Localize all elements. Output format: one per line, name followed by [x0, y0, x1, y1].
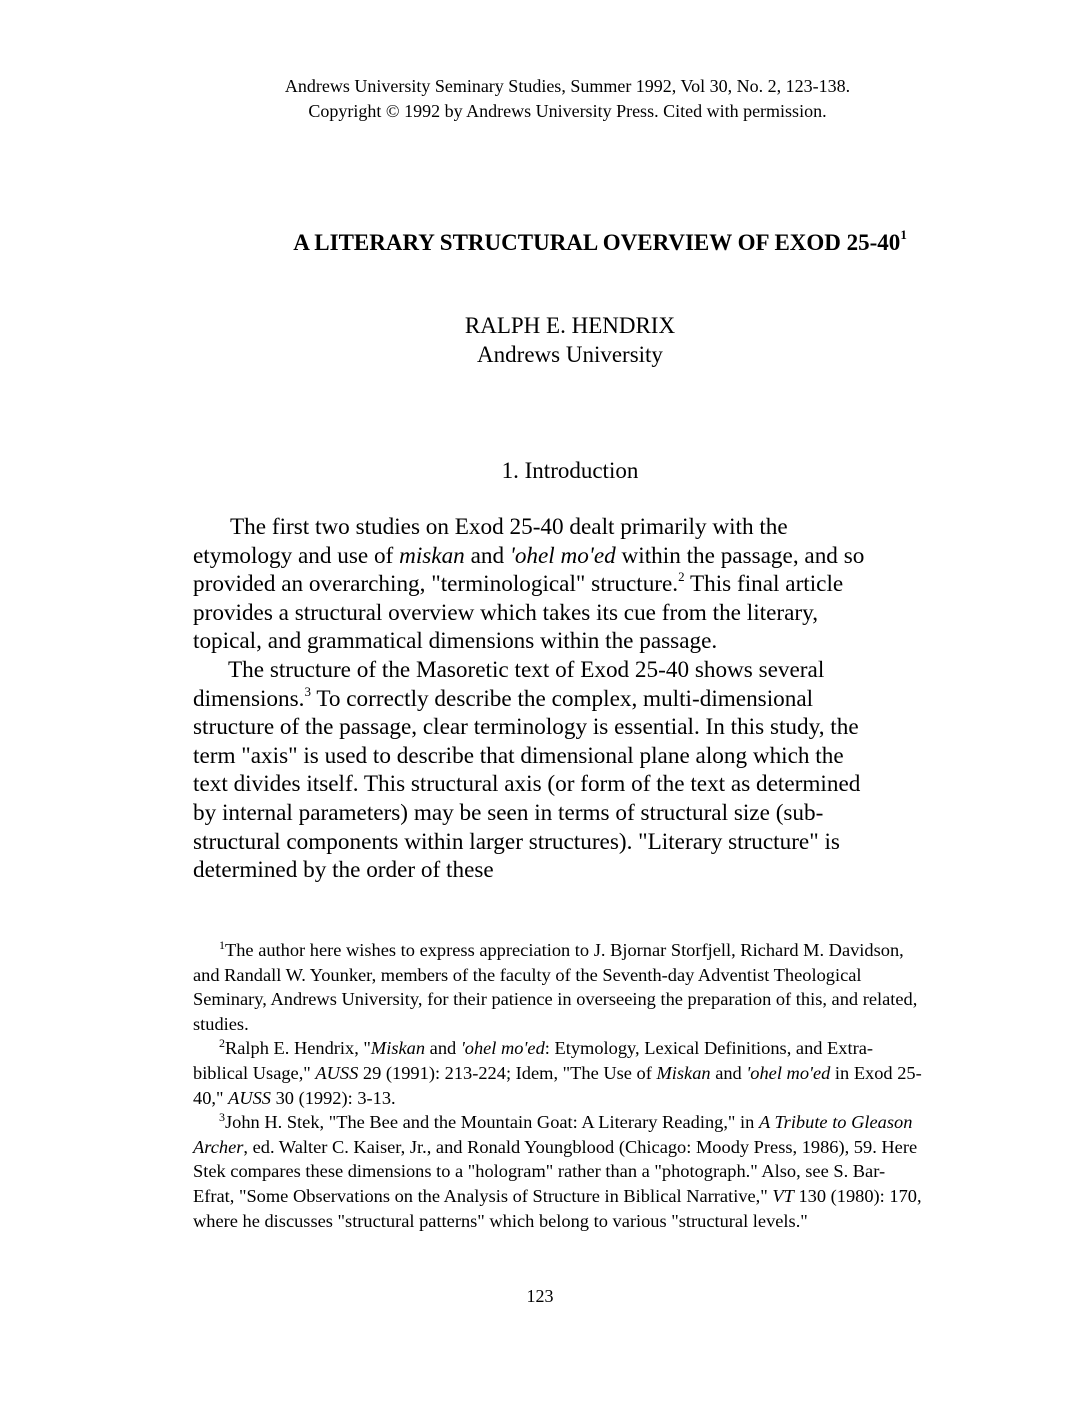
text-run: The structure of the Masoretic text of Exod 25-40 shows several dimensions.	[193, 656, 825, 712]
footnote-ref[interactable]: 3	[304, 683, 311, 699]
text-run: 29 (1991): 213-224; Idem, "The Use of	[358, 1062, 657, 1083]
text-run: To correctly describe the complex, multi-dimensional structure of the passage, clear terminology is essential. In this study, the term "axis" is used to describe that dimensional plane along which the text divides itself. This structural axis (or form of the text as determined by internal parameters) may be seen in terms of structural size (sub-structural components within larger structures). "Literary structure" is determined by the order of these	[193, 685, 861, 884]
footnote-number: 2	[219, 1036, 225, 1051]
body-paragraph	[193, 656, 883, 885]
footnote-2	[193, 1036, 923, 1110]
text-run: : Etymology, Lexical Definitions, and Extra-biblical Usage,"	[193, 1038, 874, 1083]
journal-header	[200, 74, 935, 124]
italic-term: Miskan	[370, 1038, 426, 1059]
journal-abbrev: VT	[772, 1185, 794, 1206]
italic-term: Miskan	[656, 1062, 711, 1083]
author-affiliation: Andrews University	[477, 342, 663, 367]
body-text	[193, 513, 883, 885]
book-title: A Tribute to Gleason Archer	[193, 1112, 913, 1157]
journal-abbrev: AUSS	[228, 1087, 271, 1108]
text-run: The first two studies on Exod 25-40 dealt primarily with the etymology and use of	[193, 514, 788, 569]
journal-citation-line: Andrews University Seminary Studies, Summer 1992, Vol 30, No. 2, 123-138.	[284, 76, 851, 96]
footnote-1	[193, 938, 923, 1036]
author-block	[360, 311, 780, 369]
article-title	[240, 228, 960, 258]
text-run: and	[425, 1038, 461, 1059]
text-run: and	[464, 542, 510, 569]
article-title-text: A LITERARY STRUCTURAL OVERVIEW OF EXOD 25-40	[293, 230, 901, 255]
italic-term: miskan	[399, 542, 465, 569]
text-run: John H. Stek, "The Bee and the Mountain Goat: A Literary Reading," in	[225, 1112, 759, 1133]
section-heading: 1. Introduction	[501, 458, 639, 483]
text-run: This final article provides a structural overview which takes its cue from the literary, topical, and grammatical dimensions within the passage.	[193, 571, 844, 655]
footnotes	[193, 938, 923, 1233]
footnote-3	[193, 1110, 923, 1233]
italic-term: 'ohel mo'ed	[509, 542, 616, 569]
text-run: 30 (1992): 3-13.	[271, 1087, 396, 1108]
text-run: , ed. Walter C. Kaiser, Jr., and Ronald Youngblood (Chicago: Moody Press, 1986), 59. Here Stek compares these dimensions to a "hologram" rather than a "photograph." Also, see S. Bar-Efrat, "Some Observations on the Analysis of Structure in Biblical Narrative,"	[193, 1136, 918, 1206]
footnote-number: 3	[219, 1110, 225, 1125]
text-run: within the passage, and so provided an overarching, "terminological" structure.	[193, 542, 865, 598]
text-run: in Exod 25-40,"	[193, 1062, 922, 1108]
text-run: 130 (1980): 170, where he discusses "structural patterns" which belong to various "structural levels."	[193, 1185, 922, 1231]
italic-term: 'ohel mo'ed	[746, 1062, 831, 1083]
footnote-text: The author here wishes to express appreciation to J. Bjornar Storfjell, Richard M. Davidson, and Randall W. Younker, members of the faculty of the Seventh-day Adventist Theological Seminary, Andrews University, for their patience in overseeing the preparation of this, and related, studies.	[193, 940, 918, 1034]
footnote-number: 1	[219, 938, 225, 952]
footnote-ref[interactable]: 2	[678, 569, 685, 585]
title-footnote-ref[interactable]: 1	[900, 227, 907, 242]
page-number: 123	[526, 1286, 554, 1306]
author-name: RALPH E. HENDRIX	[464, 313, 676, 338]
journal-abbrev: AUSS	[315, 1062, 359, 1083]
text-run: Ralph E. Hendrix, "	[225, 1038, 371, 1059]
italic-term: 'ohel mo'ed	[460, 1038, 545, 1059]
text-run: and	[710, 1062, 747, 1083]
copyright-line: Copyright © 1992 by Andrews University Press. Cited with permission.	[308, 101, 827, 121]
body-paragraph	[193, 513, 883, 656]
